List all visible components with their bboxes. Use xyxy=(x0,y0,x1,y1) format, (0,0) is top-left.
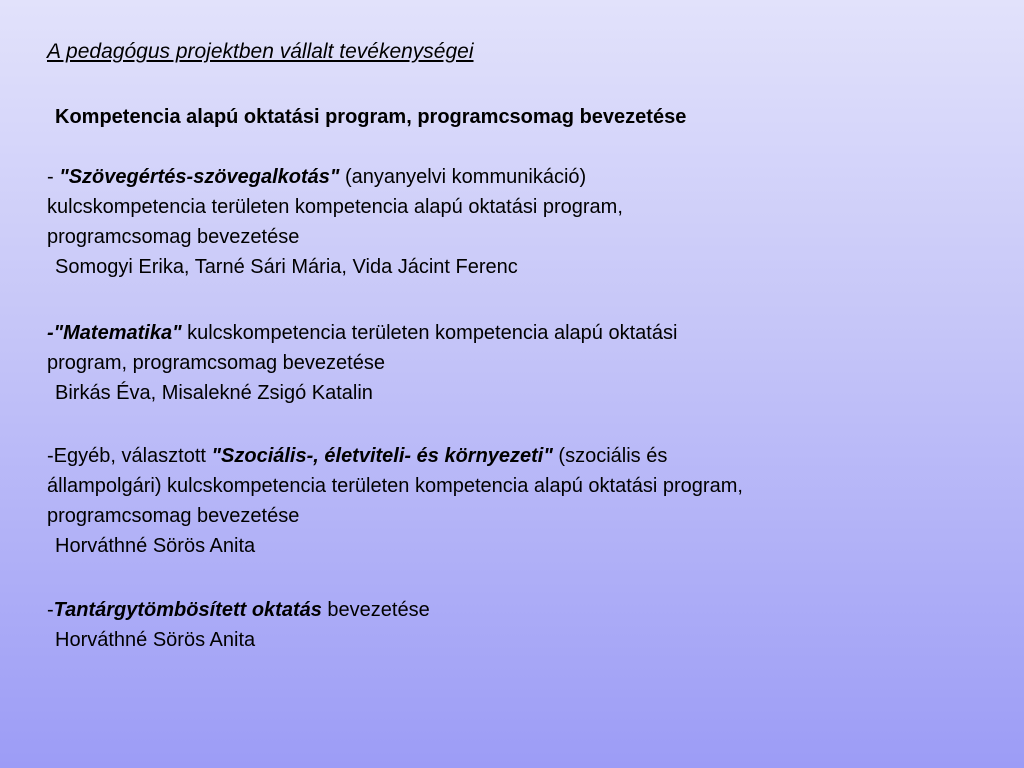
item-names: Horváthné Sörös Anita xyxy=(55,535,256,557)
item-line: programcsomag bevezetése xyxy=(47,226,300,248)
item-highlight: "Szövegértés-szövegalkotás" xyxy=(59,166,340,188)
item-line xyxy=(47,318,977,348)
item-matematika xyxy=(47,318,977,408)
item-szocialis xyxy=(47,441,977,561)
item-line xyxy=(47,441,977,471)
item-names: Somogyi Erika, Tarné Sári Mária, Vida Jácint Ferenc xyxy=(55,256,518,278)
item-highlight: -"Matematika" xyxy=(47,322,182,344)
item-line: program, programcsomag bevezetése xyxy=(47,352,385,374)
slide-subtitle: Kompetencia alapú oktatási program, programcsomag bevezetése xyxy=(55,106,687,128)
item-highlight: Tantárgytömbösített oktatás xyxy=(53,599,322,621)
item-line: programcsomag bevezetése xyxy=(47,505,300,527)
item-names: Horváthné Sörös Anita xyxy=(55,629,256,651)
item-line: állampolgári) kulcskompetencia területen kompetencia alapú oktatási program, xyxy=(47,475,743,497)
item-tantargytombositett xyxy=(47,595,977,655)
slide-title: A pedagógus projektben vállalt tevékenységei xyxy=(47,40,474,63)
item-prefix: - xyxy=(47,166,60,188)
item-names: Birkás Éva, Misalekné Zsigó Katalin xyxy=(55,382,373,404)
item-rest: (szociális és xyxy=(552,445,668,467)
item-prefix: -Egyéb, választott xyxy=(47,445,212,467)
item-szovegertes xyxy=(47,162,977,282)
item-line xyxy=(47,595,977,625)
item-rest: (anyanyelvi kommunikáció) xyxy=(339,166,587,188)
item-rest: bevezetése xyxy=(321,599,430,621)
item-highlight: "Szociális-, életviteli- és környezeti" xyxy=(211,445,553,467)
item-prefix: - xyxy=(47,599,54,621)
item-rest: kulcskompetencia területen kompetencia alapú oktatási xyxy=(181,322,678,344)
item-line xyxy=(47,162,977,192)
item-line: kulcskompetencia területen kompetencia alapú oktatási program, xyxy=(47,196,623,218)
